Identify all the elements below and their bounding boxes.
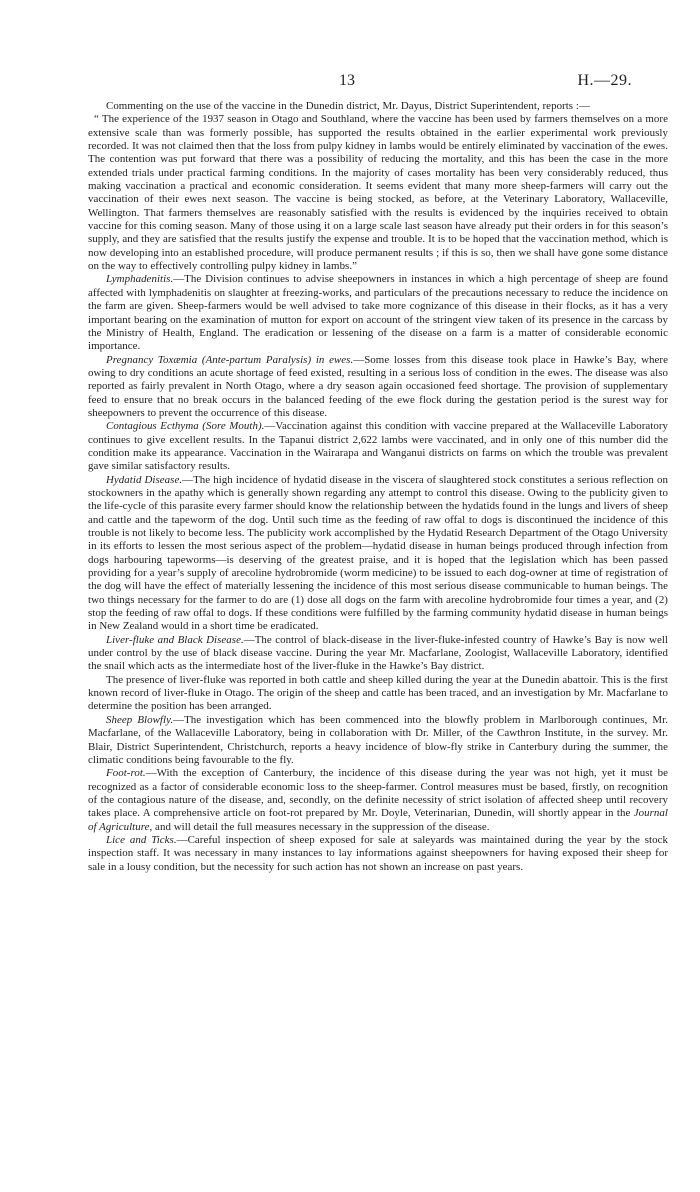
paragraph-pregnancy-toxaemia: Pregnancy Toxæmia (Ante-partum Paralysis) in ewes.—Some losses from this disease took place in Hawke’s Bay, where owing to dry conditions an acute shortage of feed existed, resulting in a serious loss of condition in the ewes. The disease was also reported as fairly prevalent in North Otago, where a dry season again occasioned feed shortage. The provision of supplementary feed to ensure that no break occurs in the balanced feeding of the ewe flock during the gestation period is the surest way for sheepowners to prevent the occurrence of this disease. [88, 353, 668, 419]
journal-title: Journal of Agriculture [88, 807, 668, 833]
report-body [88, 100, 668, 874]
paragraph-contagious-ecthyma: Contagious Ecthyma (Sore Mouth).—Vaccination against this condition with vaccine prepared at the Wallaceville Laboratory continues to give excellent results. In the Tapanui district 2,622 lambs were vaccinated, and in only one of this number did the condition make its appearance. Vaccination in the Wairarapa and Wanganui districts on farms on which the trouble was prevalent gave similar satisfactory results. [88, 420, 669, 473]
paragraph-liver-fluke-dunedin: The presence of liver-fluke was reported in both cattle and sheep killed during the year at the Dunedin abattoir. This is the first known record of liver-fluke in Otago. The origin of the sheep and cattle has been traced, and an investigation by Mr. Macfarlane to determine the position has been arranged. [88, 673, 668, 713]
section-heading: Pregnancy Toxæmia (Ante-partum Paralysis) in ewes. [106, 353, 354, 366]
document-reference: H.—29. [577, 72, 632, 89]
paragraph-foot-rot: Foot-rot.—With the exception of Canterbury, the incidence of this disease during the year was not high, yet it must be recognized as a factor of considerable economic loss to the sheep-farmer. Control measures must be based, firstly, on recognition of the contagious nature of the disease, and, secondly, on the definite necessity of strict isolation of affected sheep until recovery takes place. A comprehensive article on foot-rot prepared by Mr. Doyle, Veterinarian, Dunedin, will shortly appear in the Journal of Agriculture, and will detail the full measures necessary in the suppression of the disease. [88, 767, 668, 833]
page-number: 13 [339, 72, 355, 89]
section-heading: Foot-rot. [106, 767, 146, 780]
paragraph-lymphadenitis: Lymphadenitis.—The Division continues to advise sheepowners in instances in which a high percentage of sheep are found affected with lymphadenitis on slaughter at freezing-works, and particulars of the precautions necessary to reduce the incidence on the farm are given. Sheep-farmers would be well advised to take more cognizance of this disease in their flocks, as it has a very important bearing on the examination of mutton for export on account of the stringent view taken of its presence in the carcass by the Ministry of Health, England. The eradication or lessening of the disease on a farm is a matter of considerable economic importance. [88, 273, 668, 353]
paragraph-intro: Commenting on the use of the vaccine in the Dunedin district, Mr. Dayus, District Superintendent, reports :— [106, 100, 590, 112]
section-heading: Lice and Ticks. [106, 833, 177, 846]
section-heading: Lymphadenitis. [106, 273, 174, 286]
paragraph-sheep-blowfly: Sheep Blowfly.—The investigation which has been commenced into the blowfly problem in Marlborough continues, Mr. Macfarlane, of the Wallaceville Laboratory, being in collaboration with Dr. Miller, of the Cawthron Institute, in the survey. Mr. Blair, District Superintendent, Christchurch, reports a heavy incidence of blow-fly strike in Canterbury during the summer, the climatic conditions being favourable to the fly. [88, 713, 668, 766]
section-heading: Hydatid Disease. [106, 473, 183, 486]
section-heading: Liver-fluke and Black Disease. [106, 633, 244, 646]
section-heading: Contagious Ecthyma (Sore Mouth). [106, 420, 265, 433]
paragraph-quotation: “ The experience of the 1937 season in Otago and Southland, where the vaccine has been used by farmers themselves on a more extensive scale than was formerly possible, has supported the results obtained in the earlier experimental work previously recorded. It was not claimed then that the loss from pulpy kidney in lambs would be entirely eliminated by vaccination of the ewes. The contention was put forward that there was a possibility of reducing the mortality, and this has been the case in the more extended trials under practical farming conditions. In the majority of cases mortality has been very considerably reduced, thus making vaccination a practical and economic consideration. It seems evident that many more sheep-farmers will carry out the vaccination of their ewes next season. The vaccine is being stocked, as before, at the Veterinary Laboratory, Wallaceville, Wellington. That farmers themselves are reasonably satisfied with the results is evidenced by the inquiries received to obtain vaccine for this coming season. Many of those using it on a large scale last season have already put their orders in for this season’s supply, and they are satisfied that the results justify the expense and trouble. It is to be hoped that the vaccination method, which is now developing into an established procedure, will produce permanent results ; if this is so, then we shall have gone some distance on the way to effectively controlling pulpy kidney in lambs.” [88, 113, 668, 273]
paragraph-lice-and-ticks: Lice and Ticks.—Careful inspection of sheep exposed for sale at saleyards was maintained during the year by the stock inspection staff. It was necessary in many instances to lay informations against sheepowners for having exposed their sheep for sale in a lousy condition, but the necessity for such action has not shown an increase on past years. [88, 833, 668, 873]
paragraph-hydatid-disease: Hydatid Disease.—The high incidence of hydatid disease in the viscera of slaughtered stock constitutes a serious reflection on stockowners in the apathy which is generally shown regarding any attempt to control this disease. Owing to the publicity given to the life-cycle of this parasite every farmer should know the relationship between the hydatids found in the lungs and livers of sheep and cattle and the tapeworm of the dog. Until such time as the feeding of raw offal to dogs is discontinued the incidence of this trouble is not likely to become less. The publicity work accomplished by the Hydatid Research Department of the Otago University in its efforts to lessen the most serious aspect of the problem—hydatid disease in human beings produced through infection from dogs harbouring tapeworms—is deserving of the greatest praise, and it is hoped that the legislation which has been passed providing for a year’s supply of arecoline hydrobromide (worm medicine) to be issued to each dog-owner at time of registration of the dog will have the effect of materially lessening the incidence of this most serious disease communicable to human beings. The two things necessary for the farmer to do are (1) dose all dogs on the farm with arecoline hydrobromide four times a year, and (2) stop the feeding of raw offal to dogs. If these conditions were fulfilled by the farming community hydatid disease in human beings in New Zealand would in a short time be eradicated. [88, 473, 668, 633]
section-heading: Sheep Blowfly. [106, 713, 174, 726]
paragraph-liver-fluke: Liver-fluke and Black Disease.—The control of black-disease in the liver-fluke-infested country of Hawke’s Bay is now well under control by the use of black disease vaccine. During the year Mr. Macfarlane, Zoologist, Wallaceville Laboratory, identified the snail which acts as the intermediate host of the liver-fluke in the Hawke’s Bay district. [88, 633, 668, 673]
